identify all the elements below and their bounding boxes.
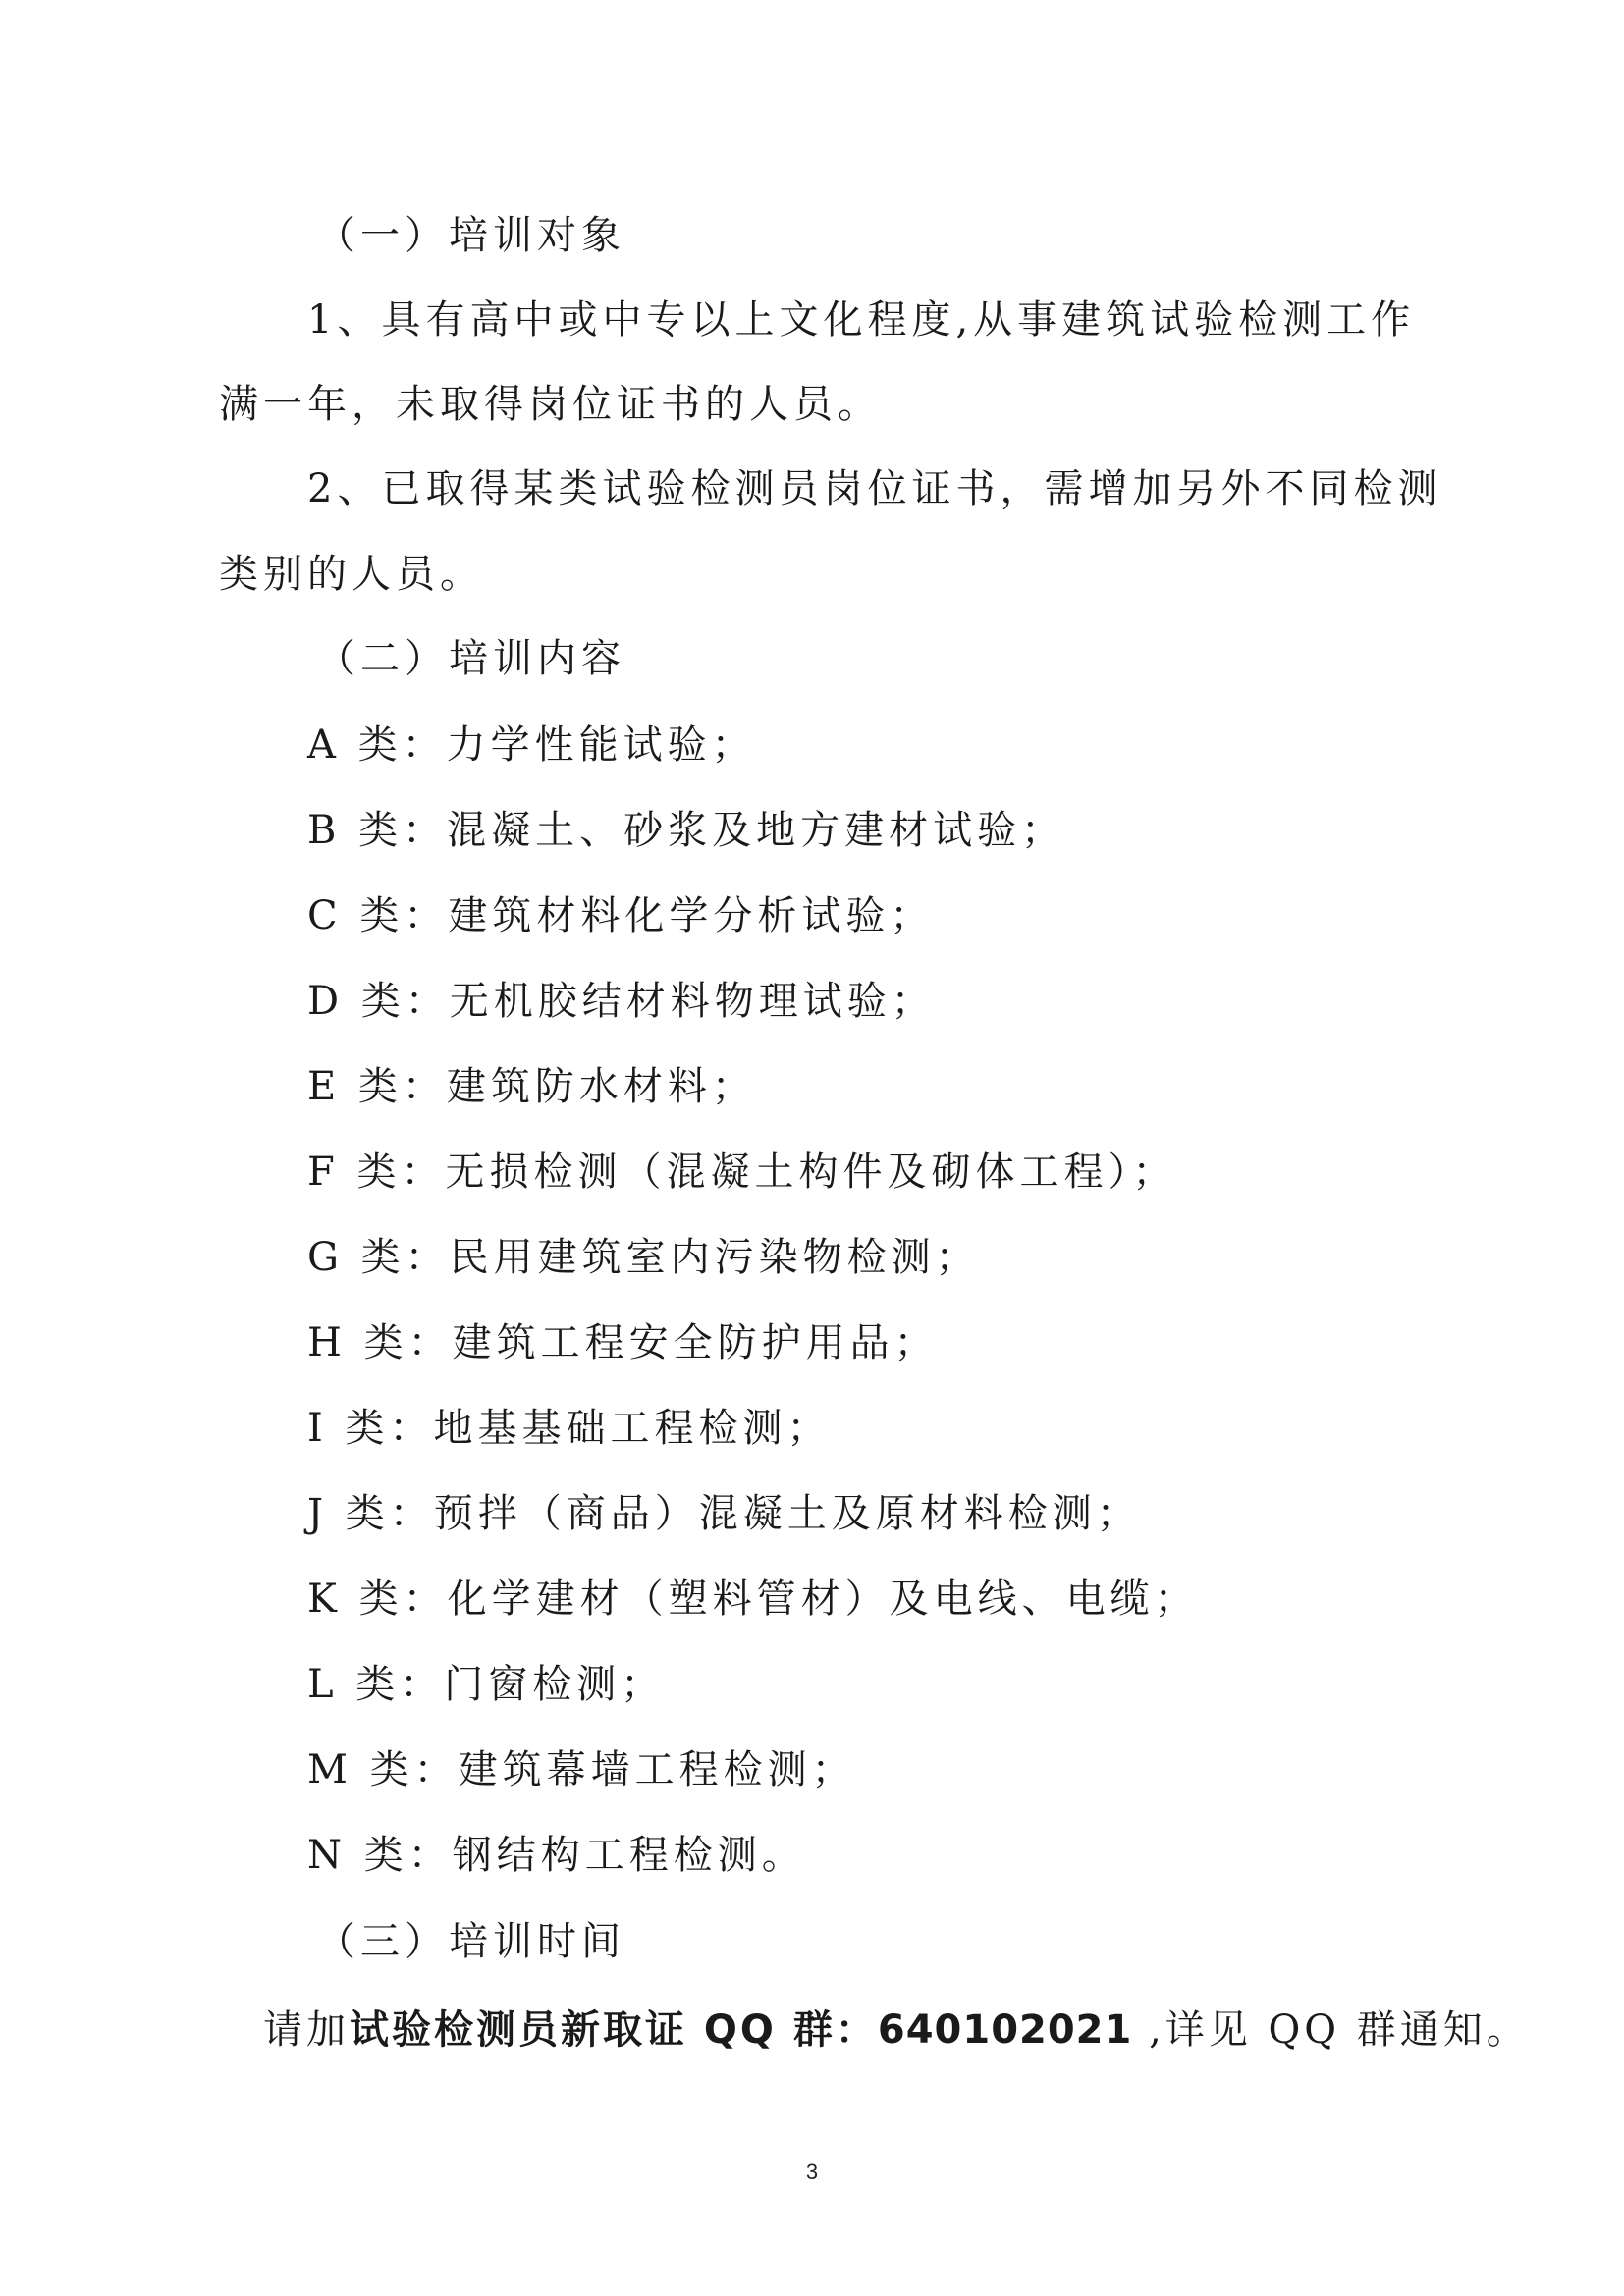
category-item-n: N 类：钢结构工程检测。 <box>307 1833 806 1878</box>
category-item-m: M 类：建筑幕墙工程检测； <box>307 1747 856 1792</box>
page-number: 3 <box>805 2160 819 2184</box>
category-item-j: J 类：预拌（商品）混凝土及原材料检测； <box>307 1491 1141 1536</box>
section-heading-training-content: （二）培训内容 <box>316 636 625 681</box>
category-item-k: K 类：化学建材（塑料管材）及电线、电缆； <box>307 1576 1199 1622</box>
target-item-1-line-1: 1、具有高中或中专以上文化程度,从事建筑试验检测工作 <box>307 297 1416 343</box>
category-item-l: L 类：门窗检测； <box>307 1662 666 1707</box>
qq-group-notice <box>263 2002 1530 2057</box>
category-item-i: I 类：地基基础工程检测； <box>307 1406 832 1451</box>
category-item-g: G 类：民用建筑室内污染物检测； <box>307 1235 980 1280</box>
target-item-2-line-2: 类别的人员。 <box>219 552 484 597</box>
notice-suffix: ,详见 QQ 群通知。 <box>1132 2007 1530 2053</box>
category-item-a: A 类：力学性能试验； <box>307 722 756 768</box>
category-item-f: F 类：无损检测（混凝土构件及砌体工程）； <box>307 1149 1177 1195</box>
category-item-e: E 类：建筑防水材料； <box>307 1064 756 1109</box>
qq-group-number: 640102021 <box>877 2007 1133 2053</box>
category-item-d: D 类：无机胶结材料物理试验； <box>307 979 936 1024</box>
category-item-b: B 类：混凝土、砂浆及地方建材试验； <box>307 808 1066 853</box>
qq-group-label: 试验检测员新取证 QQ 群： <box>350 2007 878 2053</box>
category-item-h: H 类：建筑工程安全防护用品； <box>307 1320 939 1365</box>
section-heading-training-targets: （一）培训对象 <box>316 213 625 258</box>
notice-prefix: 请加 <box>263 2007 350 2053</box>
target-item-2-line-1: 2、已取得某类试验检测员岗位证书，需增加另外不同检测 <box>307 466 1442 511</box>
category-item-c: C 类：建筑材料化学分析试验； <box>307 893 935 938</box>
target-item-1-line-2: 满一年，未取得岗位证书的人员。 <box>219 382 882 427</box>
section-heading-training-time: （三）培训时间 <box>316 1919 625 1964</box>
